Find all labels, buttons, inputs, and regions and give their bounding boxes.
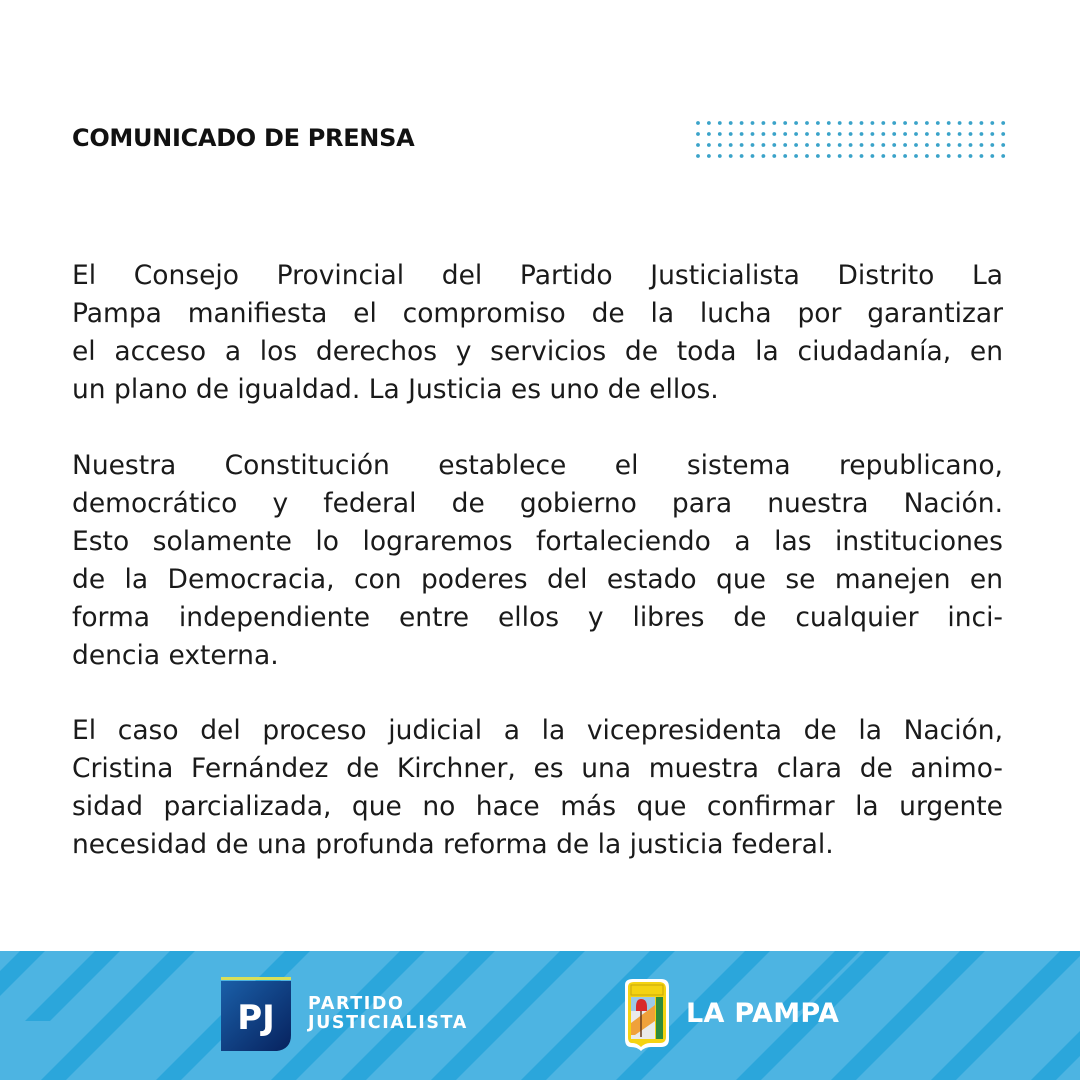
party-name-line1: PARTIDO xyxy=(308,994,405,1014)
paragraph-3 xyxy=(72,712,1003,864)
page-title: COMUNICADO DE PRENSA xyxy=(72,124,415,152)
stripe-pattern xyxy=(0,951,1080,1080)
paragraph-line: un plano de igualdad. La Justicia es uno de ellos. xyxy=(72,374,719,405)
paragraph-line: democrático y federal de gobierno para nuestra Nación. xyxy=(72,488,1003,519)
pj-logo-icon xyxy=(221,977,291,1053)
footer-banner xyxy=(0,951,1080,1080)
paragraph-line: de la Democracia, con poderes del estado que se manejen en xyxy=(72,564,1003,595)
paragraph-line: El Consejo Provincial del Partido Justicialista Distrito La xyxy=(72,260,1003,291)
party-name-line2: JUSTICIALISTA xyxy=(308,1013,468,1033)
la-pampa-coat-of-arms-icon xyxy=(621,977,671,1053)
svg-text:PJ: PJ xyxy=(237,998,275,1038)
paragraph-2 xyxy=(72,447,1003,675)
province-name: LA PAMPA xyxy=(686,998,840,1029)
paragraph-line: Cristina Fernández de Kirchner, es una muestra clara de animo- xyxy=(72,753,1003,784)
party-name xyxy=(308,995,468,1033)
paragraph-line: el acceso a los derechos y servicios de toda la ciudadanía, en xyxy=(72,336,1003,367)
paragraph-1 xyxy=(72,257,1003,409)
paragraph-line: El caso del proceso judicial a la vicepresidenta de la Nación, xyxy=(72,715,1003,746)
paragraph-line: sidad parcializada, que no hace más que confirmar la urgente xyxy=(72,791,1003,822)
paragraph-line: necesidad de una profunda reforma de la justicia federal. xyxy=(72,829,834,860)
paragraph-line: forma independiente entre ellos y libres de cualquier inci- xyxy=(72,602,1003,633)
paragraph-line: Nuestra Constitución establece el sistema republicano, xyxy=(72,450,1003,481)
paragraph-line: Pampa manifiesta el compromiso de la lucha por garantizar xyxy=(72,298,1003,329)
paragraph-line: Esto solamente lo lograremos fortaleciendo a las instituciones xyxy=(72,526,1003,557)
paragraph-line: dencia externa. xyxy=(72,640,279,671)
dot-grid-decoration xyxy=(692,118,1008,162)
